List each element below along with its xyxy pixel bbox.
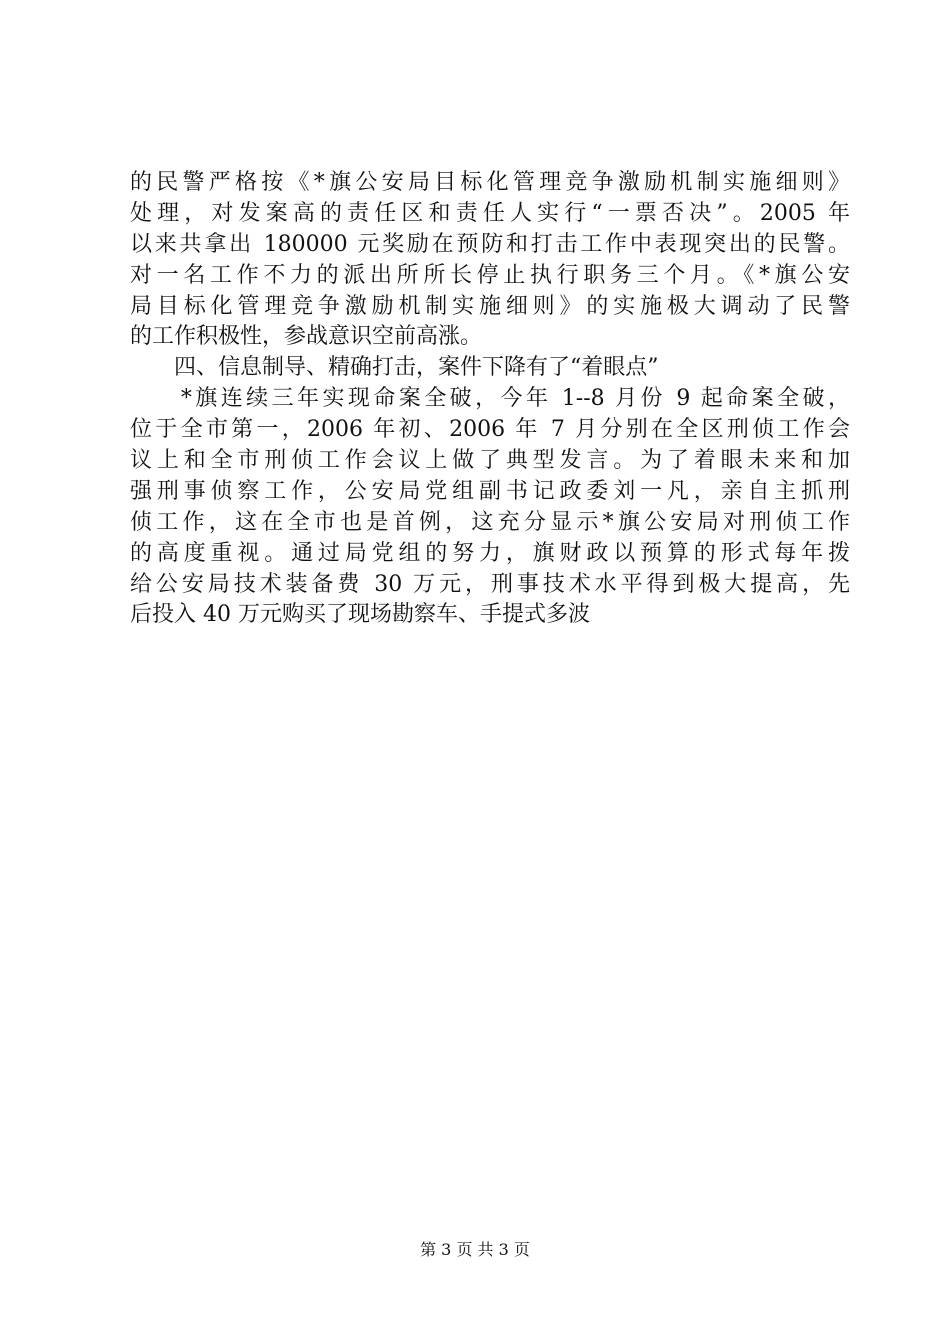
section-heading: 四、信息制导、精确打击，案件下降有了“着眼点” <box>130 355 659 381</box>
body-text <box>130 168 850 631</box>
text-line: 位于全市第一，2006 年初、2006 年 7 月分别在全区刑侦工作会 <box>130 417 850 443</box>
text-line: 强刑事侦察工作，公安局党组副书记政委刘一凡，亲自主抓刑 <box>130 478 850 504</box>
text-line: 的工作积极性，参战意识空前高涨。 <box>130 324 483 350</box>
text-line: 侦工作，这在全市也是首例，这充分显示*旗公安局对刑侦工作 <box>130 509 850 535</box>
text-line: 给公安局技术装备费 30 万元，刑事技术水平得到极大提高，先 <box>130 571 850 597</box>
text-line: 局目标化管理竞争激励机制实施细则》的实施极大调动了民警 <box>130 293 850 319</box>
text-line: 对一名工作不力的派出所所长停止执行职务三个月。《*旗公安 <box>130 262 850 288</box>
text-line: 后投入 40 万元购买了现场勘察车、手提式多波 <box>130 602 590 628</box>
text-line: 处理，对发案高的责任区和责任人实行“一票否决”。2005 年 <box>130 200 850 226</box>
text-line: 议上和全市刑侦工作会议上做了典型发言。为了着眼未来和加 <box>130 448 850 474</box>
text-line: *旗连续三年实现命案全破，今年 1--8 月份 9 起命案全破， <box>130 386 850 412</box>
text-line: 以来共拿出 180000 元奖励在预防和打击工作中表现突出的民警。 <box>130 231 850 257</box>
text-line: 的高度重视。通过局党组的努力，旗财政以预算的形式每年拨 <box>130 540 850 566</box>
page-number-footer: 第 3 页 共 3 页 <box>420 1240 530 1259</box>
text-line: 的民警严格按《*旗公安局目标化管理竞争激励机制实施细则》 <box>130 170 850 195</box>
